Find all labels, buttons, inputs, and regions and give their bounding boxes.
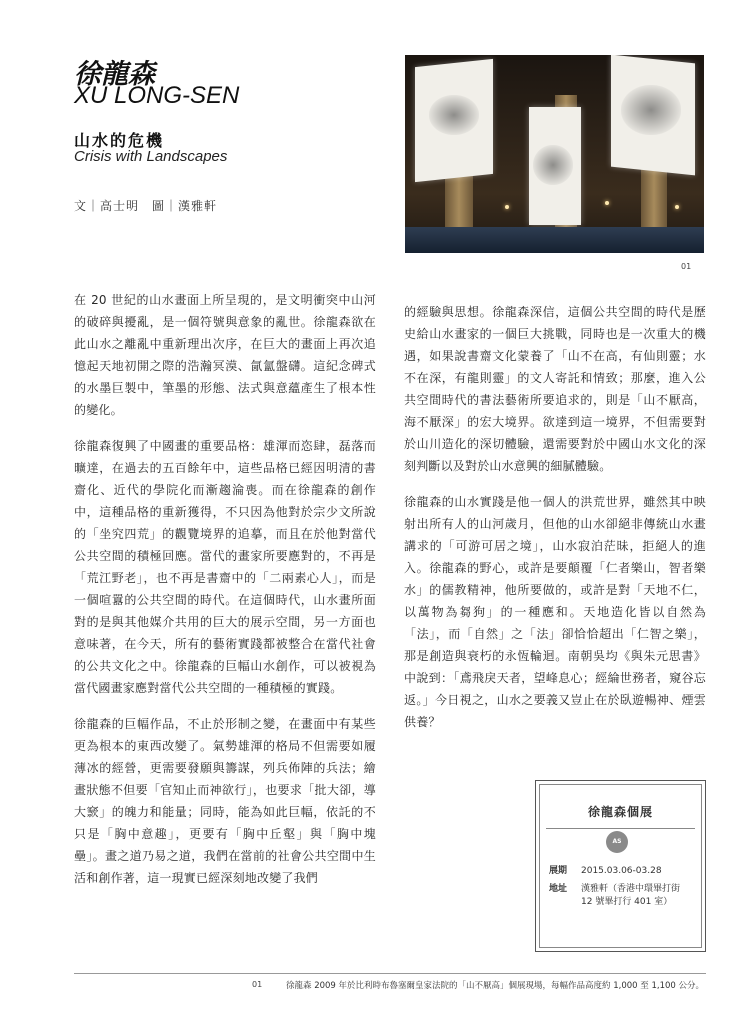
paragraph: 徐龍森的巨幅作品，不止於形制之變，在畫面中有某些更為根本的東西改變了。氣勢雄渾的格局不但需要如履薄冰的經營，更需要發願與籌謀，列兵佈陣的兵法；繪畫狀態不但要「官知止而神欲行」，也要求「批大卻，導大窾」的魄力和能量；同時，能為如此巨幅，依託的不只是「胸中意趣」，更要有「胸中丘壑」與「胸中塊壘」。畫之道乃易之道，我們在當前的社會公共空間中生活和創作著，這一現實已經深刻地改變了我們 xyxy=(74,717,376,885)
title-english: XU LONG-SEN xyxy=(74,82,240,109)
caption-number: 01 xyxy=(252,980,263,989)
paragraph: 徐龍森的山水實踐是他一個人的洪荒世界，雖然其中映射出所有人的山河歲月，但他的山水卻絕非傳統山水畫講求的「可游可居之境」，山水寂泊茫昧，拒絕人的進入。徐龍森的野心，或許是要顛覆「仁者樂山，智者樂水」的儒教精神，他所要做的，或許是對「天地不仁，以萬物為芻狗」的一種應和。天地造化皆以自然為「法」，而「自然」之「法」卻恰恰超出「仁智之樂」，那是創造與衰朽的永恆輪迴。南朝吳均《與朱元思書》中說到：「鳶飛戾天者，望峰息心；經綸世務者，窺谷忘返。」今日視之，山水之要義又豈止在於臥遊暢神、煙雲供養？ xyxy=(404,495,706,729)
address-label: 地址 xyxy=(549,884,568,894)
exhibition-info-box xyxy=(535,780,706,952)
exhibition-title: 徐龍森個展 xyxy=(587,805,653,819)
exhibition-photo xyxy=(405,55,704,253)
gallery-logo-icon: AS xyxy=(606,831,628,853)
exhibition-address xyxy=(549,883,699,913)
period-label: 展期 xyxy=(549,866,568,876)
article-left-column xyxy=(74,289,376,903)
period-value: 2015.03.06-03.28 xyxy=(581,866,662,876)
exhibition-period xyxy=(549,865,699,879)
paragraph: 在 20 世紀的山水畫面上所呈現的，是文明衝突中山河的破碎與擾亂，是一個符號與意象的亂世。徐龍森欲在此山水之離亂中重新理出次序，在巨大的畫面上再次追憶起天地初開之際的浩瀚冥漠、氤氳盤礴。這紀念碑式的水墨巨製中，筆墨的形態、法式與意蘊產生了根本性的變化。 xyxy=(74,293,376,417)
article-right-column xyxy=(404,301,706,747)
title-chinese: 徐龍森 xyxy=(74,59,155,90)
address-value: 漢雅軒（香港中環畢打街 12 號畢打行 401 室） xyxy=(581,884,681,907)
photo-number: 01 xyxy=(681,262,692,271)
subtitle-chinese: 山水的危機 xyxy=(74,131,165,150)
footer-divider xyxy=(74,973,706,974)
author-credit: 文｜高士明 圖｜漢雅軒 xyxy=(74,199,218,213)
photo-caption: 徐龍森 2009 年於比利時布魯塞爾皇家法院的「山不厭高」個展現場，每幅作品高度約 1,000 至 1,100 公分。 xyxy=(286,981,705,991)
subtitle-english: Crisis with Landscapes xyxy=(74,148,228,165)
paragraph: 的經驗與思想。徐龍森深信，這個公共空間的時代是歷史給山水畫家的一個巨大挑戰，同時也是一次重大的機遇，如果說書齋文化蒙養了「山不在高，有仙則靈；水不在深，有龍則靈」的文人寄託和情致；那麼，進入公共空間時代的書法藝術所要追求的，則是「山不厭高，海不厭深」的宏大境界。欲達到這一境界，不但需要對於山川造化的深切體驗，還需要對於中國山水文化的深刻判斷以及對於山水意興的細膩體驗。 xyxy=(404,305,706,473)
paragraph: 徐龍森復興了中國畫的重要品格：雄渾而恣肆，磊落而曠達，在過去的五百餘年中，這些品格已經因明清的書齋化、近代的學院化而漸趨淪喪。而在徐龍森的創作中，這種品格的重新獲得，不只因為他對於宗少文所說的「坐究四荒」的觀覽境界的追摹，而且在於他對當代公共空間的積極回應。當代的畫家所要應對的，不再是「荒江野老」，也不再是書齋中的「二兩素心人」，而是一個喧囂的公共空間的時代。在這個時代，山水畫所面對的是與其他媒介共用的巨大的展示空間，另一方面也意味著，在今天，所有的藝術實踐都被整合在當代社會的公共文化之中。徐龍森的巨幅山水創作，可以被視為當代國畫家應對當代公共空間的一種積極的實踐。 xyxy=(74,439,376,695)
